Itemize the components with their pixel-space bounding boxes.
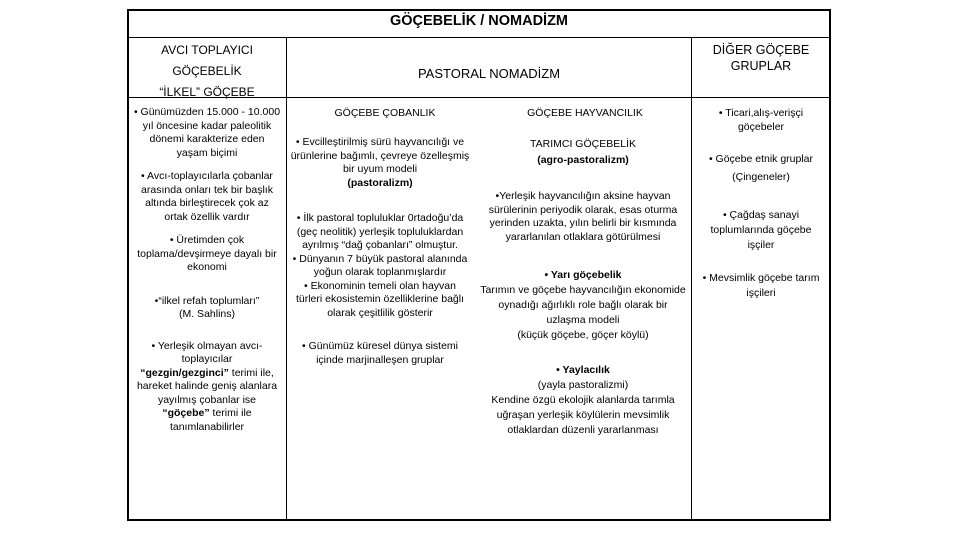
- column-nomadic-herding: [290, 136, 470, 377]
- text: terimi ile, hareket halinde geniş alanlara yayılmış çobanlar ise: [136, 366, 278, 406]
- paragraph: [133, 340, 281, 435]
- paragraph: [478, 136, 688, 168]
- paragraph: • Çağdaş sanayi toplumlarında göçebe işçiler: [710, 209, 812, 251]
- column-nomadic-husbandry: [478, 136, 688, 448]
- term-nomad: “göçebe”: [162, 407, 210, 419]
- paragraph: • Ekonominin temeli olan hayvan türleri ekosistemin özelliklerine bağlı olarak çeşitlilik gösterir: [295, 279, 465, 319]
- page-title: GÖÇEBELİK / NOMADİZM: [389, 13, 569, 29]
- paragraph: • İlk pastoral topluluklar 0rtadoğu’da (geç neolitik) yerleşik topluluklardan ayrılmış “dağ çobanları” olmuştur.: [296, 212, 464, 251]
- subheading: • Yarı göçebelik: [544, 269, 622, 281]
- header-pastoral-nomadism: PASTORAL NOMADİZM: [417, 66, 561, 81]
- header-line: GÖÇEBELİK: [172, 64, 242, 78]
- divider: [128, 37, 830, 38]
- header-hunter-gatherer: [130, 40, 284, 103]
- divider: [691, 37, 692, 520]
- paragraph: [290, 136, 470, 190]
- term-agro-pastoralism: (agro-pastoralizm): [537, 154, 629, 166]
- subheader-nomadic-husbandry: GÖÇEBE HAYVANCILIK: [527, 107, 643, 119]
- subheader-nomadic-herding: GÖÇEBE ÇOBANLIK: [334, 107, 436, 119]
- subheading: • Yaylacılık: [556, 364, 610, 376]
- paragraph: [478, 268, 688, 343]
- header-line: AVCI TOPLAYICI: [161, 43, 253, 57]
- term-wanderer: “gezgin/gezginci”: [140, 366, 229, 379]
- paragraph: [478, 363, 688, 438]
- text: (M. Sahlins): [178, 308, 235, 320]
- text: Kendine özgü ekolojik alanlarda tarımla uğraşan yerleşik köylülerin mevsimlik otlaklardan düzenli yararlanması: [491, 394, 675, 436]
- text: Tarımın ve göçebe hayvancılığın ekonomide oynadığı ağırlıklı role bağlı olarak bir uzlaşma modeli: [480, 284, 686, 326]
- paragraph: • Günümüzden 15.000 - 10.000 yıl öncesine kadar paleolitik dönemi karakterize eden yaşam biçimi: [133, 106, 281, 159]
- text: • Yerleşik olmayan avcı-toplayıcılar: [151, 339, 263, 365]
- text: • Evcilleştirilmiş sürü hayvancılığı ve ürünlerine bağımlı, çevreye özelleşmiş bir uyum modeli: [290, 136, 470, 175]
- column-hunter-gatherer: [133, 106, 281, 444]
- paragraph: • Avcı-toplayıcılarla çobanlar arasında onları tek bir başlık altında birleştirecek çok az ortak özellik vardır: [141, 170, 273, 223]
- header-other-groups: DİĞER GÖÇEBE GRUPLAR: [712, 43, 810, 73]
- paragraph: •Yerleşik hayvancılığın aksine hayvan sürülerinin periyodik olarak, esas oturma yerinden uzakta, yılın belirli bir kısmında yararlanılan otlaklara götürülmesi: [488, 190, 678, 243]
- paragraph: • Göçebe etnik gruplar (Çingeneler): [708, 153, 814, 183]
- term-pastoralism: (pastoralizm): [347, 176, 413, 189]
- header-line: “İLKEL” GÖÇEBE: [159, 85, 255, 99]
- column-other-groups: [697, 107, 825, 311]
- paragraph: • Günümüz küresel dünya sistemi içinde marjinalleşen gruplar: [302, 340, 458, 366]
- subheading: TARIMCI GÖÇEBELİK: [530, 138, 636, 150]
- text: terimi ile tanımlanabilirler: [169, 407, 252, 433]
- paragraph: • Üretimden çok toplama/devşirmeye dayalı bir ekonomi: [137, 234, 277, 273]
- paragraph: • Mevsimlik göçebe tarım işçileri: [702, 272, 820, 299]
- paragraph: [133, 295, 281, 322]
- paragraph: • Dünyanın 7 büyük pastoral alanında yoğun olarak toplanmışlardır: [292, 252, 468, 278]
- paragraph: • Ticari,alış-verişçi göçebeler: [718, 107, 804, 133]
- text: (küçük göçebe, göçer köylü): [517, 329, 649, 341]
- text: (yayla pastoralizmi): [537, 379, 629, 391]
- divider: [286, 37, 287, 520]
- text: •“ilkel refah toplumları”: [154, 294, 260, 307]
